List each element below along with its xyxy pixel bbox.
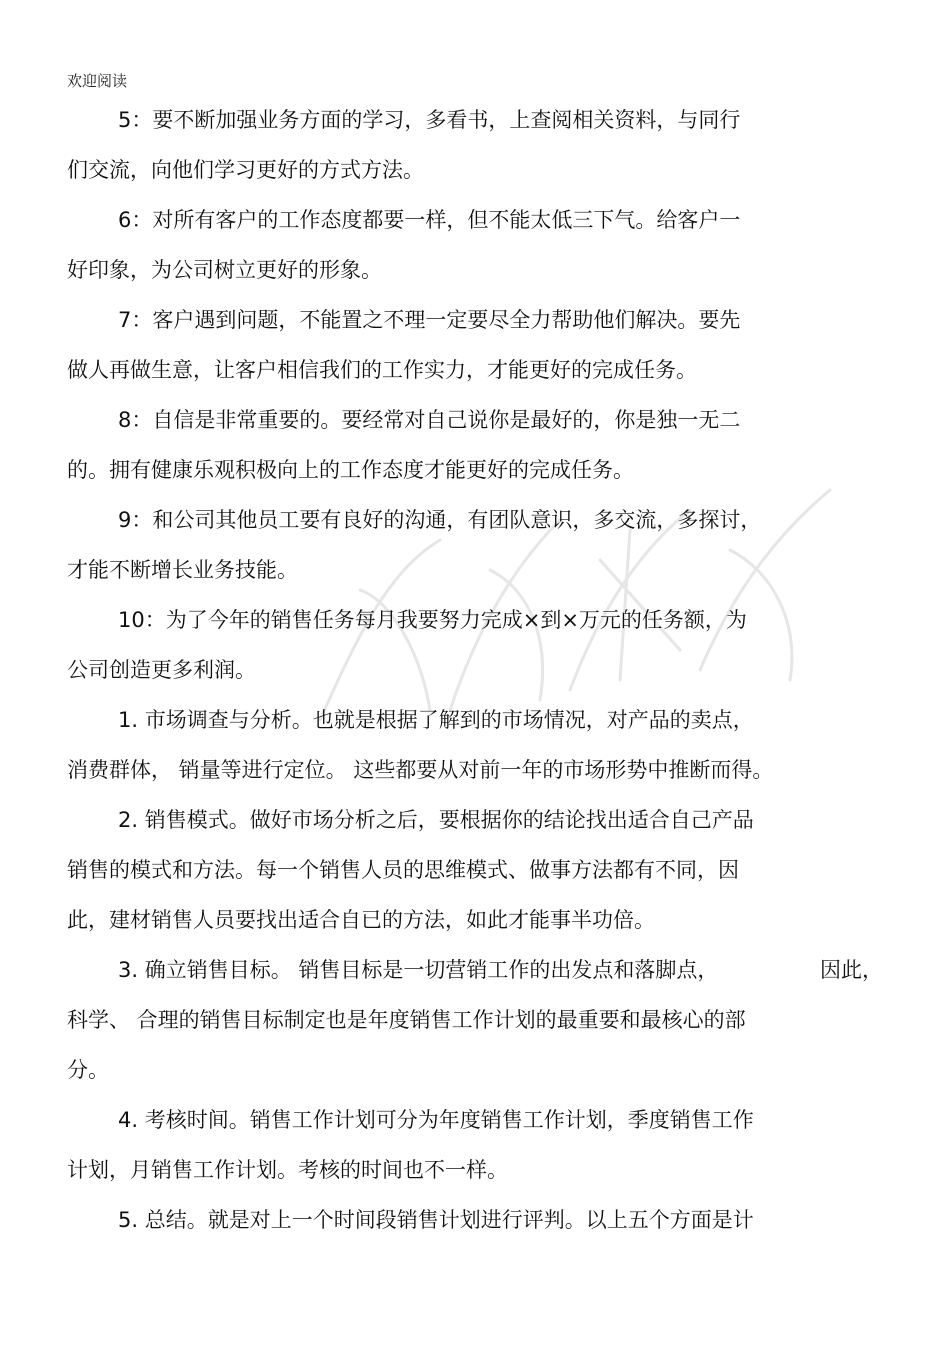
watermark-graphic [300,450,860,750]
paragraph-line: 因此， [820,958,883,982]
paragraph-line: 9：和公司其他员工要有良好的沟通，有团队意识，多交流，多探讨， [118,508,762,532]
paragraph-line: 此，建材销售人员要找出适合自已的方法，如此才能事半功倍。 [67,908,655,932]
paragraph-line: 分。 [67,1058,109,1082]
paragraph-line: 4. 考核时间。销售工作计划可分为年度销售工作计划，季度销售工作 [118,1108,754,1132]
paragraph-line: 5：要不断加强业务方面的学习，多看书，上查阅相关资料，与同行 [118,108,741,132]
paragraph-line: 6：对所有客户的工作态度都要一样，但不能太低三下气。给客户一 [118,208,741,232]
paragraph-line: 科学、 合理的销售目标制定也是年度销售工作计划的最重要和最核心的部 [67,1008,746,1032]
paragraph-line: 1. 市场调查与分析。也就是根据了解到的市场情况，对产品的卖点， [118,708,754,732]
paragraph-line: 7：客户遇到问题，不能置之不理一定要尽全力帮助他们解决。要先 [118,308,741,332]
paragraph-line: 3. 确立销售目标。 销售目标是一切营销工作的出发点和落脚点， [118,958,719,982]
paragraph-line: 的。拥有健康乐观积极向上的工作态度才能更好的完成任务。 [67,458,634,482]
paragraph-line: 们交流，向他们学习更好的方式方法。 [67,158,424,182]
page-header: 欢迎阅读 [67,72,128,90]
paragraph-line: 5. 总结。就是对上一个时间段销售计划进行评判。以上五个方面是计 [118,1208,754,1232]
paragraph-line: 销售的模式和方法。每一个销售人员的思维模式、做事方法都有不同，因 [67,858,739,882]
paragraph-line: 做人再做生意，让客户相信我们的工作实力，才能更好的完成任务。 [67,358,697,382]
paragraph-line: 8：自信是非常重要的。要经常对自己说你是最好的，你是独一无二 [118,408,741,432]
paragraph-line: 消费群体， 销量等进行定位。 这些都要从对前一年的市场形势中推断而得。 [67,758,774,782]
paragraph-line: 才能不断增长业务技能。 [67,558,298,582]
paragraph-line: 公司创造更多利润。 [67,658,256,682]
paragraph-line: 10：为了今年的销售任务每月我要努力完成×到×万元的任务额，为 [118,608,747,632]
paragraph-line: 计划，月销售工作计划。考核的时间也不一样。 [67,1158,508,1182]
paragraph-line: 好印象，为公司树立更好的形象。 [67,258,382,282]
paragraph-line: 2. 销售模式。做好市场分析之后，要根据你的结论找出适合自己产品 [118,808,754,832]
